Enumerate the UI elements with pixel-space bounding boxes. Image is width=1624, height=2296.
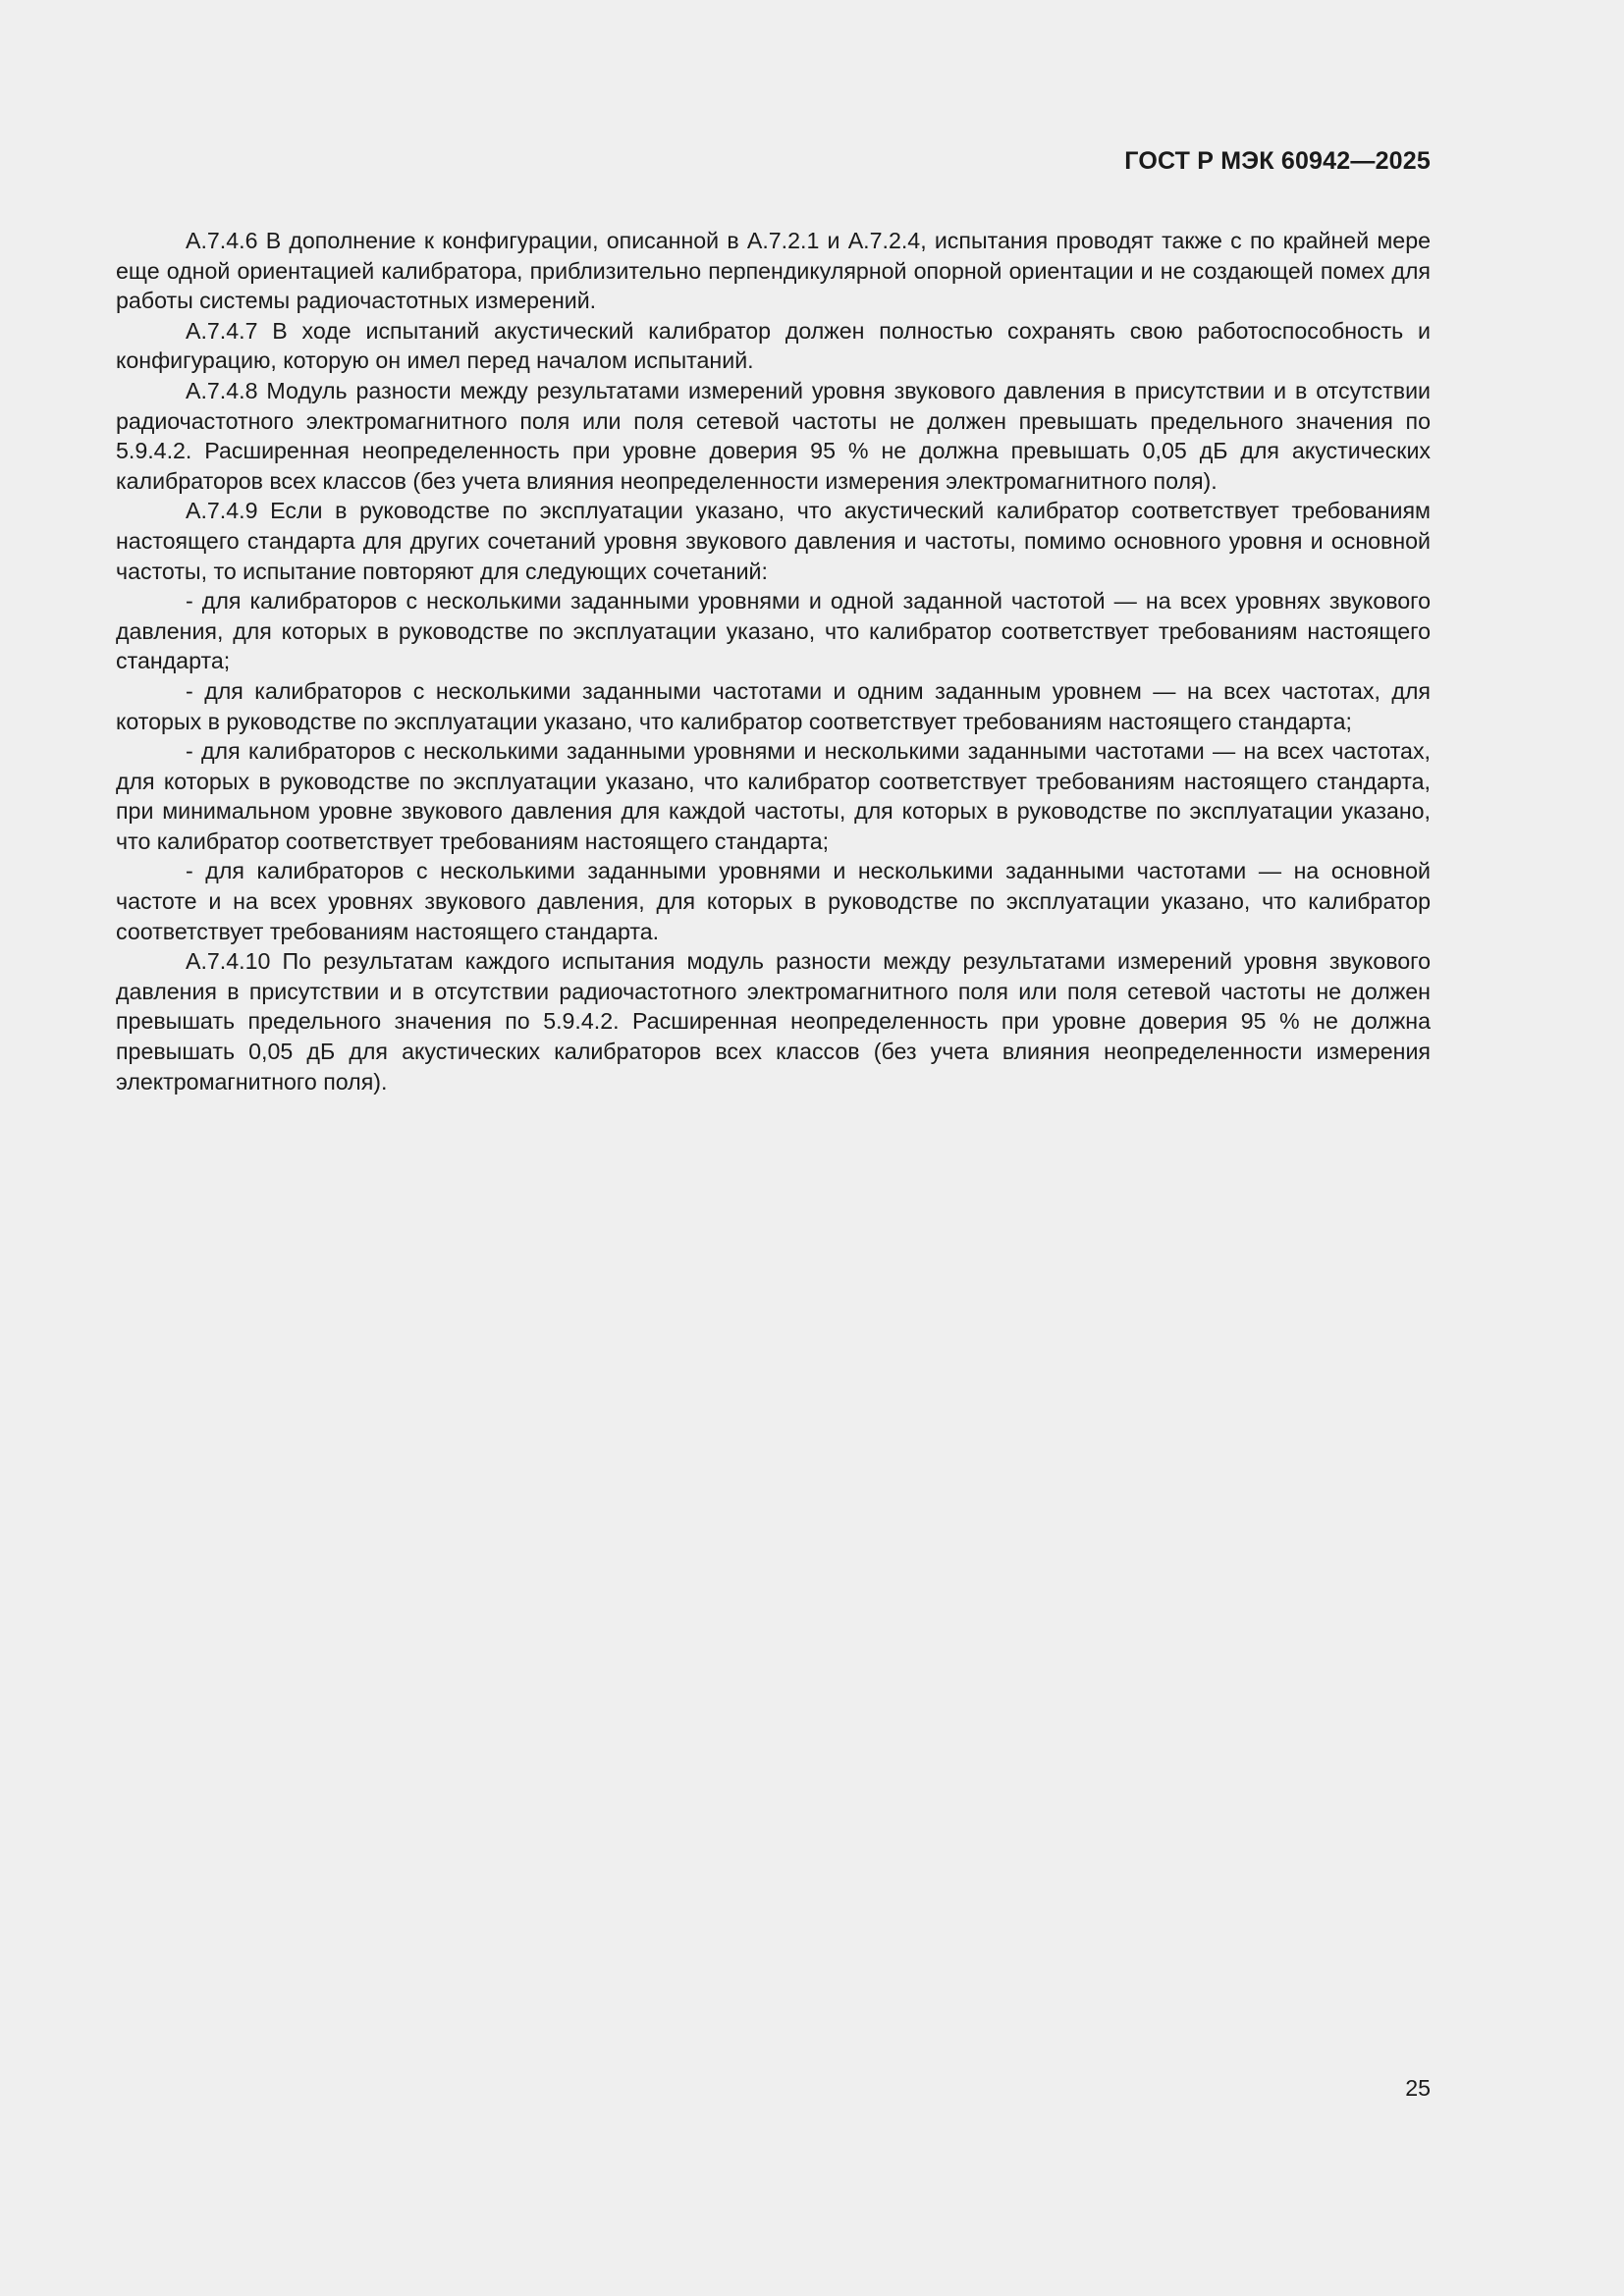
paragraph-a-7-4-10: А.7.4.10 По результатам каждого испытания модуль разности между результатами измерений уровня звукового давления в присутствии и в отсутствии радиочастотного электромагнитного поля или поля сетевой частоты не должен превышать предельного значения по 5.9.4.2. Расширенная неопределенность при уровне доверия 95 % не должна превышать 0,05 дБ для акустических калибраторов всех классов (без учета влияния неопределенности измерения электромагнитного поля). (116, 948, 1431, 1095)
list-item: - для калибраторов с несколькими заданными уровнями и несколькими заданными частотами — на всех частотах, для которых в руководстве по эксплуатации указано, что калибратор соответствует требованиям настоящего стандарта, при минимальном уровне звукового давления для каждой частоты, для которых в руководстве по эксплуатации указано, что калибратор соответствует требованиям настоящего стандарта; (116, 738, 1431, 854)
list-item: - для калибраторов с несколькими заданными частотами и одним заданным уровнем — на всех частотах, для которых в руководстве по эксплуатации указано, что калибратор соответствует требованиям настоящего стандарта; (116, 677, 1431, 734)
document-header: ГОСТ Р МЭК 60942—2025 (1124, 147, 1431, 175)
page-number: 25 (1405, 2075, 1431, 2101)
paragraph-a-7-4-8: А.7.4.8 Модуль разности между результатами измерений уровня звукового давления в присутствии и в отсутствии радиочастотного электромагнитного поля или поля сетевой частоты не должен превышать предельного значения по 5.9.4.2. Расширенная неопределенность при уровне доверия 95 % не должна превышать 0,05 дБ для акустических калибраторов всех классов (без учета влияния неопределенности измерения электромагнитного поля). (116, 377, 1431, 494)
list-item: - для калибраторов с несколькими заданными уровнями и несколькими заданными частотами — на основной частоте и на всех уровнях звукового давления, для которых в руководстве по эксплуатации указано, что калибратор соответствует требованиям настоящего стандарта. (116, 858, 1431, 944)
paragraph-a-7-4-9: А.7.4.9 Если в руководстве по эксплуатации указано, что акустический калибратор соответствует требованиям настоящего стандарта для других сочетаний уровня звукового давления и частоты, помимо основного уровня и основной частоты, то испытание повторяют для следующих сочетаний: (116, 498, 1431, 584)
document-body (116, 226, 1431, 1096)
list-item: - для калибраторов с несколькими заданными уровнями и одной заданной частотой — на всех уровнях звукового давления, для которых в руководстве по эксплуатации указано, что калибратор соответствует требованиям настоящего стандарта; (116, 588, 1431, 674)
paragraph-a-7-4-7: А.7.4.7 В ходе испытаний акустический калибратор должен полностью сохранять свою работоспособность и конфигурацию, которую он имел перед началом испытаний. (116, 317, 1431, 374)
paragraph-a-7-4-6: А.7.4.6 В дополнение к конфигурации, описанной в А.7.2.1 и А.7.2.4, испытания проводят также с по крайней мере еще одной ориентацией калибратора, приблизительно перпендикулярной опорной ориентации и не создающей помех для работы системы радиочастотных измерений. (116, 228, 1431, 314)
